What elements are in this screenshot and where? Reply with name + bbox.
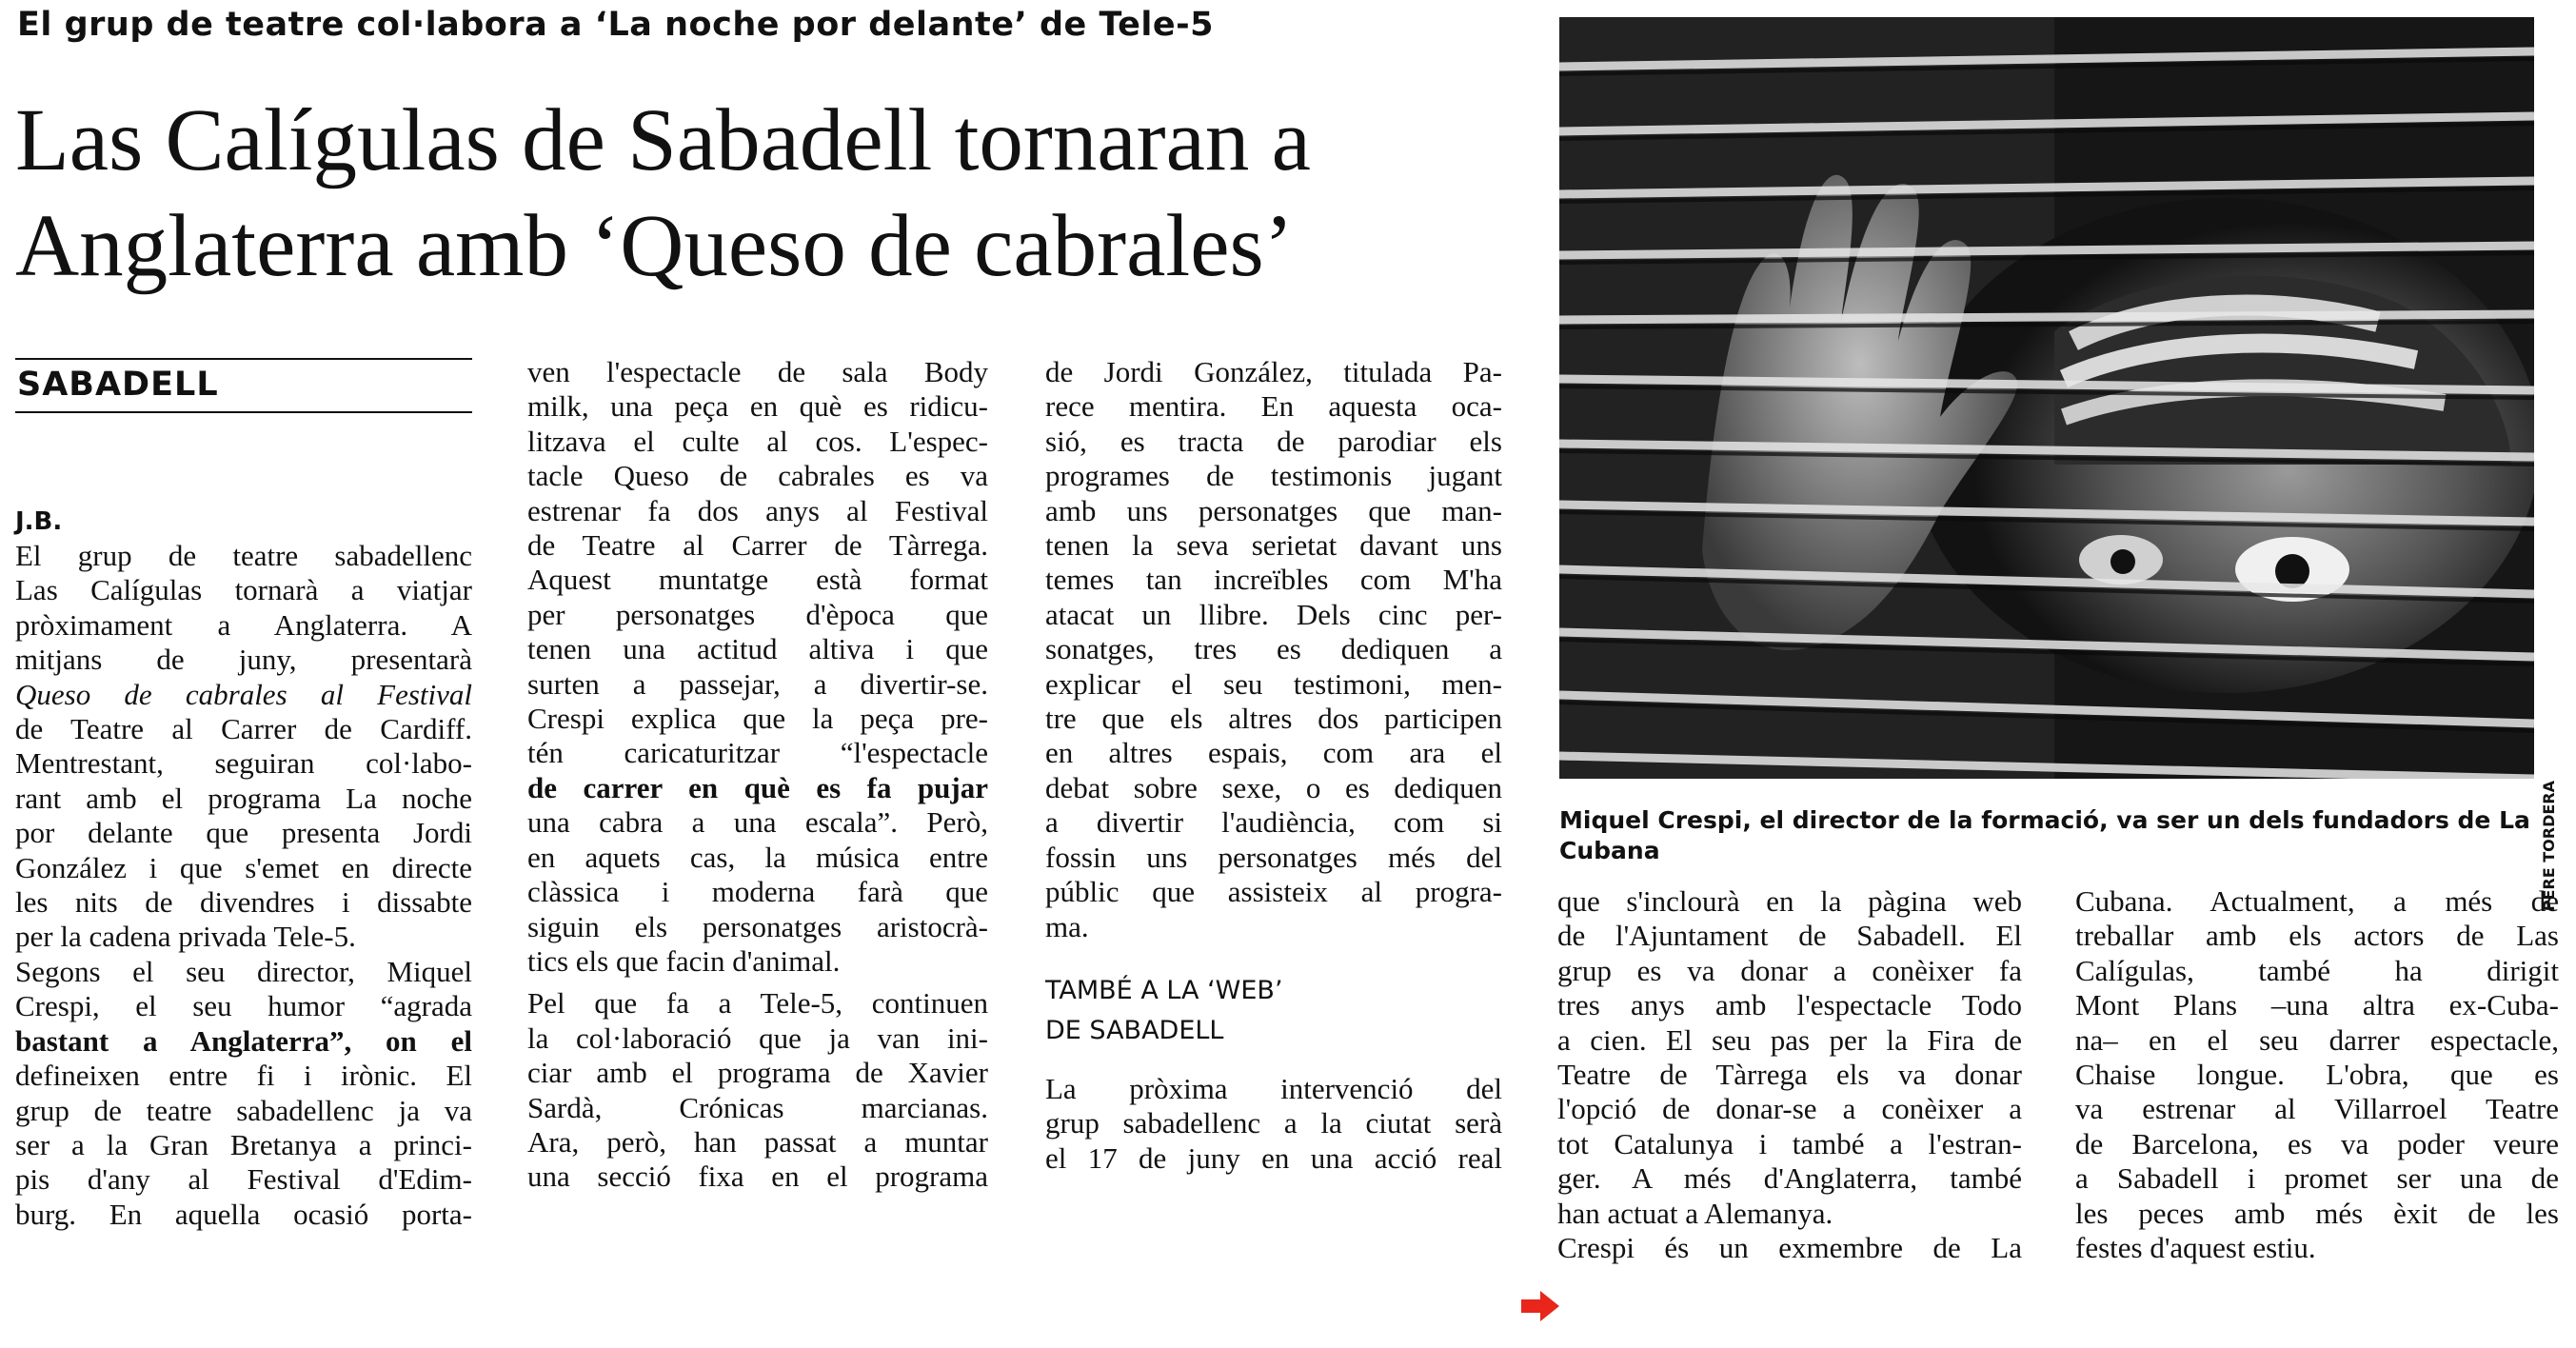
section-label: SABADELL: [17, 366, 219, 404]
text-line: de Barcelona, es va poder veure: [2075, 1126, 2559, 1160]
text-line: per la cadena privada Tele-5.: [15, 920, 356, 954]
article-column-1: [15, 505, 472, 1232]
photo-caption: Miquel Crespi, el director de la formació, va ser un dels fundadors de La Cubana: [1559, 806, 2530, 864]
text-line: rece mentira. En aquesta oca-: [1045, 389, 1502, 424]
text-line: ma.: [1045, 909, 1089, 943]
arrow-right-icon: [1521, 1289, 1559, 1323]
text-line: González i que s'emet en directe: [15, 850, 472, 884]
text-line: ger. A més d'Anglaterra, també: [1557, 1161, 2022, 1196]
text-line: tenen la seva serietat davant uns: [1045, 528, 1502, 563]
text-line: debat sobre sexe, o es dediquen: [1045, 770, 1502, 804]
text-line: Crespi, el seu humor “agrada: [15, 989, 472, 1023]
headline: [15, 88, 1519, 299]
text-line: a cien. El seu pas per la Fira de: [1557, 1022, 2022, 1057]
text-line: defineixen entre fi i irònic. El: [15, 1059, 472, 1093]
text-line: la col·laboració que ja van ini-: [527, 1021, 988, 1055]
article-column-5: [2075, 884, 2559, 1265]
text-line: na– en el seu darrer espectacle,: [2075, 1022, 2559, 1057]
text-line: les nits de divendres i dissabte: [15, 885, 472, 920]
text-line: tot Catalunya i també a l'estran-: [1557, 1126, 2022, 1160]
text-line: les peces amb més èxit de les: [2075, 1196, 2559, 1230]
text-line: Cubana. Actualment, a més de: [2075, 884, 2559, 918]
text-line: l'opció de donar-se a conèixer a: [1557, 1092, 2022, 1126]
subheading-line-2: DE SABADELL: [1045, 1015, 1224, 1045]
text-line: Ara, però, han passat a muntar: [527, 1124, 988, 1159]
text-line: Las Calígulas tornarà a viatjar: [15, 573, 472, 607]
text-line: pis d'any al Festival d'Edim-: [15, 1162, 472, 1197]
text-line: Pel que fa a Tele-5, continuen: [527, 986, 988, 1021]
text-line: el 17 de juny en una acció real: [1045, 1140, 1502, 1175]
headline-line-1: Las Calígulas de Sabadell tornaran a: [15, 91, 1311, 189]
text-line: de carrer en què es fa pujar: [527, 770, 988, 804]
text-line: Queso de cabrales al Festival: [15, 677, 472, 711]
text-line: siguin els personatges aristocrà-: [527, 909, 988, 943]
text-line: burg. En aquella ocasió porta-: [15, 1197, 472, 1231]
text-line: litzava el culte al cos. L'espec-: [527, 424, 988, 458]
text-line: públic que assisteix al progra-: [1045, 875, 1502, 909]
text-line: milk, una peça en què es ridicu-: [527, 389, 988, 424]
text-line: Mentrestant, seguiran col·labo-: [15, 746, 472, 781]
text-line: de Jordi González, titulada Pa-: [1045, 355, 1502, 388]
text-line: sonatges, tres es dediquen a: [1045, 632, 1502, 666]
text-line: va estrenar al Villarroel Teatre: [2075, 1092, 2559, 1126]
text-line: fossin uns personatges més del: [1045, 840, 1502, 874]
text-line: temes tan increïbles com M'ha: [1045, 563, 1502, 597]
text-line: Mont Plans –una altra ex-Cuba-: [2075, 988, 2559, 1022]
text-line: que s'inclourà en la pàgina web: [1557, 884, 2022, 918]
subheading: [1045, 971, 1502, 1051]
text-line: surten a passejar, a divertir-se.: [527, 666, 988, 701]
text-line: tacle Queso de cabrales es va: [527, 459, 988, 493]
text-line: una secció fixa en el programa: [527, 1160, 988, 1194]
text-line: de Teatre al Carrer de Tàrrega.: [527, 528, 988, 563]
section-rule-top: [15, 358, 472, 360]
text-line: programes de testimonis jugant: [1045, 459, 1502, 493]
kicker: El grup de teatre col·labora a ‘La noche por delante’ de Tele-5: [17, 6, 1215, 44]
text-line: La pròxima intervenció del: [1045, 1071, 1502, 1105]
text-line: clàssica i moderna farà que: [527, 875, 988, 909]
text-line: tenen una actitud altiva i que: [527, 632, 988, 666]
text-line: en aquets cas, la música entre: [527, 840, 988, 874]
text-line: ser a la Gran Bretanya a princi-: [15, 1127, 472, 1161]
text-line: rant amb el programa La noche: [15, 781, 472, 815]
text-line: grup es va donar a conèixer fa: [1557, 953, 2022, 987]
photo: [1559, 17, 2534, 779]
text-line: tres anys amb l'espectacle Todo: [1557, 988, 2022, 1022]
text-line: Crespi explica que la peça pre-: [527, 702, 988, 736]
text-line: mitjans de juny, presentarà: [15, 643, 472, 677]
text-line: Teatre de Tàrrega els va donar: [1557, 1058, 2022, 1092]
text-line: Sardà, Crónicas marcianas.: [527, 1090, 988, 1124]
subheading-line-1: TAMBÉ A LA ‘WEB’: [1045, 975, 1283, 1005]
text-line: de l'Ajuntament de Sabadell. El: [1557, 919, 2022, 953]
text-line: han actuat a Alemanya.: [1557, 1196, 1833, 1230]
text-line: festes d'aquest estiu.: [2075, 1231, 2316, 1265]
text-line: treballar amb els actors de Las: [2075, 919, 2559, 953]
text-line: per personatges d'època que: [527, 597, 988, 631]
text-line: Calígulas, també ha dirigit: [2075, 953, 2559, 987]
text-line: ciar amb el programa de Xavier: [527, 1056, 988, 1090]
byline: J.B.: [15, 507, 63, 536]
section-rule-bottom: [15, 411, 472, 413]
text-line: estrenar fa dos anys al Festival: [527, 493, 988, 527]
photo-credit: PERE TORDERA: [2540, 781, 2558, 912]
text-line: por delante que presenta Jordi: [15, 816, 472, 850]
text-line: amb uns personatges que man-: [1045, 493, 1502, 527]
text-line: tre que els altres dos participen: [1045, 702, 1502, 736]
text-line: una cabra a una escala”. Però,: [527, 805, 988, 840]
text-line: a divertir l'audiència, com si: [1045, 805, 1502, 840]
text-line: bastant a Anglaterra”, on el: [15, 1023, 472, 1058]
text-line: Chaise longue. L'obra, que es: [2075, 1058, 2559, 1092]
photo-illustration: [1559, 17, 2534, 779]
headline-line-2: Anglaterra amb ‘Queso de cabrales’: [15, 197, 1294, 295]
text-line: Aquest muntatge està format: [527, 563, 988, 597]
text-line: tics els que facin d'animal.: [527, 943, 841, 978]
text-line: a Sabadell i promet ser una de: [2075, 1161, 2559, 1196]
text-line: explicar el seu testimoni, men-: [1045, 666, 1502, 701]
article-column-3: [1045, 355, 1502, 1176]
text-line: grup de teatre sabadellenc ja va: [15, 1093, 472, 1127]
text-line: en altres espais, com ara el: [1045, 736, 1502, 770]
text-line: de Teatre al Carrer de Cardiff.: [15, 712, 472, 746]
article-column-2: [527, 355, 988, 1195]
text-line: El grup de teatre sabadellenc: [15, 539, 472, 572]
text-line: pròximament a Anglaterra. A: [15, 607, 472, 642]
text-line: ven l'espectacle de sala Body: [527, 355, 988, 388]
text-line: Crespi és un exmembre de La: [1557, 1231, 2022, 1265]
text-line: Segons el seu director, Miquel: [15, 954, 472, 988]
article-column-4: [1557, 884, 2022, 1265]
text-line: grup sabadellenc a la ciutat serà: [1045, 1106, 1502, 1140]
text-line: tén caricaturitzar “l'espectacle: [527, 736, 988, 770]
text-line: atacat un llibre. Dels cinc per-: [1045, 597, 1502, 631]
text-line: sió, es tracta de parodiar els: [1045, 424, 1502, 458]
